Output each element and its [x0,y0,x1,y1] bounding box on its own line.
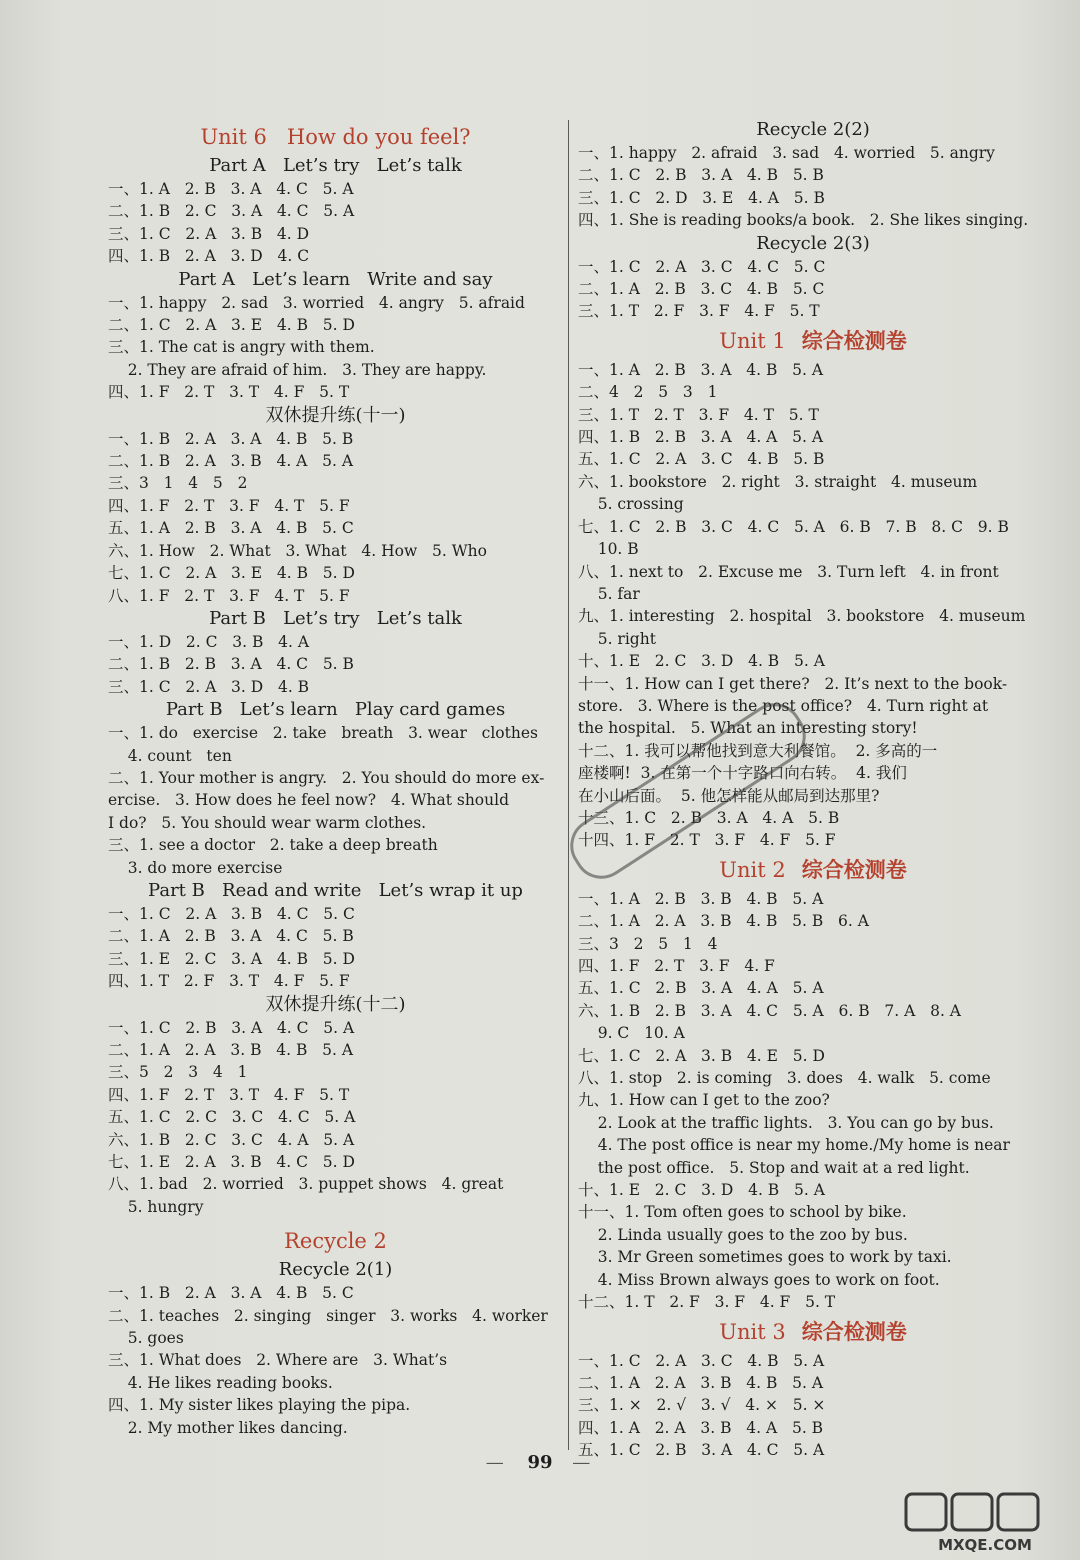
answer-line: 2. My mother likes dancing. [108,1418,348,1437]
answer-line: 六、1. B 2. C 3. C 4. A 5. A [108,1130,355,1149]
section-heading: Recycle 2(2) [756,119,870,140]
answer-line: 二、1. B 2. B 3. A 4. C 5. B [108,655,354,674]
answer-line: 二、1. A 2. B 3. A 4. C 5. B [108,927,354,946]
answer-line: 六、1. How 2. What 3. What 4. How 5. Who [108,541,487,560]
answer-line: 4. count ten [108,746,232,765]
answer-line: 八、1. F 2. T 3. F 4. T 5. F [108,586,350,605]
answer-line: 三、1. The cat is angry with them. [108,338,375,357]
answer-line: 二、1. A 2. A 3. B 4. B 5. A [578,1373,824,1392]
answer-line: 一、1. A 2. B 3. A 4. C 5. A [108,180,354,198]
answer-line: 五、1. C 2. B 3. A 4. A 5. A [578,979,824,998]
section-heading: Recycle 2 [284,1229,387,1254]
page-footer: — 99 — [485,1452,595,1473]
answer-line: 一、1. B 2. A 3. A 4. B 5. B [108,429,354,448]
unit-name: Unit 2 [719,857,786,882]
answer-line: 四、1. F 2. T 3. F 4. T 5. F [108,496,350,515]
answer-line: 三、1. see a doctor 2. take a deep breath [108,836,438,855]
section-heading: Part B Let’s try Let’s talk [209,607,462,629]
answer-line: 九、1. interesting 2. hospital 3. bookstore 4. museum [578,607,1026,626]
answer-line: 六、1. B 2. B 3. A 4. C 5. A 6. B 7. A 8. A [578,1001,961,1020]
answer-line: 十一、1. How can I get there? 2. It’s next to the book- [578,674,1008,693]
answer-line: store. 3. Where is the post office? 4. Turn right at [578,696,989,715]
unit-test-heading [578,1316,1048,1350]
answer-line: 2. Look at the traffic lights. 3. You can go by bus. [578,1113,994,1132]
answer-line: 二、1. A 2. A 3. B 4. B 5. A [108,1041,354,1059]
answer-line: 五、1. C 2. A 3. C 4. B 5. B [578,450,825,469]
section-heading: 双休提升练(十二) [265,993,406,1015]
answer-line: 六、1. bookstore 2. right 3. straight 4. museum [578,472,978,491]
answer-line: 四、1. F 2. T 3. T 4. F 5. T [108,383,350,402]
answer-line: 十四、1. F 2. T 3. F 4. F 5. F [578,831,836,850]
answer-line: 二、1. C 2. A 3. E 4. B 5. D [108,316,355,335]
answer-line: 5. goes [108,1329,184,1348]
answer-line: 七、1. C 2. A 3. E 4. B 5. D [108,564,355,583]
answer-line: 五、1. A 2. B 3. A 4. B 5. C [108,519,354,538]
section-heading: Recycle 2(1) [278,1259,393,1281]
answer-line: 一、1. C 2. A 3. C 4. C 5. C [578,257,826,276]
answer-line: 5. crossing [578,495,684,514]
answer-line: the hospital. 5. What an interesting story! [578,719,918,738]
answer-line: 三、5 2 3 4 1 [108,1063,248,1082]
answer-line: 三、1. T 2. F 3. F 4. F 5. T [578,302,820,321]
section-heading: 双休提升练(十一) [265,404,406,426]
section-heading: Part A Let’s try Let’s talk [209,155,462,176]
answer-line: 十一、1. Tom often goes to school by bike. [578,1203,907,1222]
watermark-text: MXQE.COM [938,1536,1032,1554]
answer-line: 二、4 2 5 3 1 [578,383,718,402]
answer-line: 三、1. × 2. √ 3. √ 4. × 5. × [578,1396,826,1415]
answer-line: 座楼啊! 3. 在第一个十字路口向右转。 4. 我们 [578,764,907,783]
section-heading: Unit 6 How do you feel? [200,125,471,149]
section-heading: Recycle 2(3) [756,232,870,254]
answer-line: 四、1. F 2. T 3. F 4. F [578,957,775,975]
answer-line: 四、1. B 2. A 3. D 4. C [108,247,310,266]
page-number: 99 [527,1452,553,1473]
answer-line: 四、1. My sister likes playing the pipa. [108,1396,411,1415]
answer-line: 3. Mr Green sometimes goes to work by taxi. [578,1248,952,1267]
answer-line: ercise. 3. How does he feel now? 4. What should [108,791,510,810]
answer-line: 三、1. E 2. C 3. A 4. B 5. D [108,949,355,968]
answer-line: 八、1. stop 2. is coming 3. does 4. walk 5. come [578,1069,991,1088]
answer-line: 七、1. C 2. B 3. C 4. C 5. A 6. B 7. B 8. C 9. B [578,517,1009,536]
answer-line: 一、1. B 2. A 3. A 4. B 5. C [108,1284,354,1303]
answer-line: 一、1. do exercise 2. take breath 3. wear clothes [108,724,538,743]
answer-line: 3. do more exercise [108,858,283,877]
answer-line: 二、1. C 2. B 3. A 4. B 5. B [578,166,824,185]
answer-line: 五、1. C 2. B 3. A 4. C 5. A [578,1441,825,1460]
answer-line: I do? 5. You should wear warm clothes. [108,813,427,832]
answer-line: 一、1. C 2. B 3. A 4. C 5. A [108,1018,355,1037]
answer-line: 5. right [578,629,656,648]
answer-line: 2. They are afraid of him. 3. They are happy. [108,360,487,379]
answer-line: 十三、1. C 2. B 3. A 4. A 5. B [578,808,840,827]
answer-line: 五、1. C 2. C 3. C 4. C 5. A [108,1108,356,1127]
answer-line: 三、3 2 5 1 4 [578,934,718,953]
answer-line: 三、1. C 2. A 3. B 4. D [108,224,310,243]
answer-line: 二、1. teaches 2. singing singer 3. works 4. worker [108,1306,548,1325]
answer-line: 三、1. C 2. A 3. D 4. B [108,677,310,696]
test-title: 综合检测卷 [801,328,907,353]
answer-line: 四、1. B 2. B 3. A 4. A 5. A [578,428,824,447]
answer-line: 一、1. D 2. C 3. B 4. A [108,632,310,651]
answer-line: 七、1. C 2. A 3. B 4. E 5. D [578,1046,825,1065]
answer-line: 5. far [578,584,640,603]
answer-line: 二、1. B 2. C 3. A 4. C 5. A [108,202,355,221]
answer-line: 三、1. T 2. T 3. F 4. T 5. T [578,405,819,424]
answer-line: 十二、1. T 2. F 3. F 4. F 5. T [578,1293,836,1312]
answer-line: the post office. 5. Stop and wait at a red light. [578,1158,970,1177]
answer-line: 二、1. A 2. B 3. C 4. B 5. C [578,280,825,299]
answer-line: 4. Miss Brown always goes to work on foot. [578,1270,940,1289]
answer-line: 八、1. next to 2. Excuse me 3. Turn left 4. in front [578,562,999,581]
answer-line: 四、1. F 2. T 3. T 4. F 5. T [108,1085,350,1104]
answer-line: 一、1. A 2. B 3. B 4. B 5. A [578,889,824,908]
answer-line: 十、1. E 2. C 3. D 4. B 5. A [578,652,825,671]
answer-line: 十、1. E 2. C 3. D 4. B 5. A [578,1181,825,1200]
answer-line: 一、1. happy 2. sad 3. worried 4. angry 5. afraid [108,293,525,312]
unit-test-heading [578,854,1048,888]
answer-line: 九、1. How can I get to the zoo? [578,1091,830,1110]
left-column [108,118,563,1439]
unit-test-heading [578,325,1048,359]
answer-line: 四、1. T 2. F 3. T 4. F 5. F [108,972,350,991]
answer-line: 2. Linda usually goes to the zoo by bus. [578,1225,908,1244]
answer-line: 4. The post office is near my home./My home is near [578,1136,1010,1155]
test-title: 综合检测卷 [801,857,907,882]
answer-line: 4. He likes reading books. [108,1373,333,1392]
section-heading: Part B Read and write Let’s wrap it up [148,879,523,901]
answer-line: 一、1. happy 2. afraid 3. sad 4. worried 5. angry [578,144,995,162]
section-heading: Part B Let’s learn Play card games [165,699,506,721]
answer-line: 二、1. A 2. A 3. B 4. B 5. B 6. A [578,912,869,931]
answer-line: 四、1. She is reading books/a book. 2. She likes singing. [578,211,1029,230]
answer-line: 10. B [578,540,639,559]
answer-line: 三、1. What does 2. Where are 3. What’s [108,1351,448,1370]
answer-line: 一、1. A 2. B 3. A 4. B 5. A [578,360,824,379]
unit-name: Unit 3 [719,1319,786,1344]
answer-line: 八、1. bad 2. worried 3. puppet shows 4. great [108,1175,504,1194]
answer-line: 一、1. C 2. A 3. B 4. C 5. C [108,904,355,923]
answer-line: 三、3 1 4 5 2 [108,474,248,493]
answer-line: 5. hungry [108,1197,204,1216]
answer-line: 四、1. A 2. A 3. B 4. A 5. B [578,1418,824,1437]
section-heading: Part A Let’s learn Write and say [178,268,493,290]
answer-line: 二、1. B 2. A 3. B 4. A 5. A [108,452,354,471]
unit-name: Unit 1 [719,328,786,353]
answer-line: 三、1. C 2. D 3. E 4. A 5. B [578,188,825,207]
column-divider [568,120,569,1450]
answer-line: 9. C 10. A [578,1024,685,1043]
answer-line: 在小山后面。 5. 他怎样能从邮局到达那里? [578,786,880,805]
test-title: 综合检测卷 [801,1319,907,1344]
answer-line: 十二、1. 我可以帮他找到意大利餐馆。 2. 多高的一 [578,741,938,760]
answer-line: 一、1. C 2. A 3. C 4. B 5. A [578,1351,825,1370]
watermark-logo [900,1490,1070,1555]
answer-line: 二、1. Your mother is angry. 2. You should do more ex- [108,768,545,787]
answer-line: 七、1. E 2. A 3. B 4. C 5. D [108,1153,355,1172]
